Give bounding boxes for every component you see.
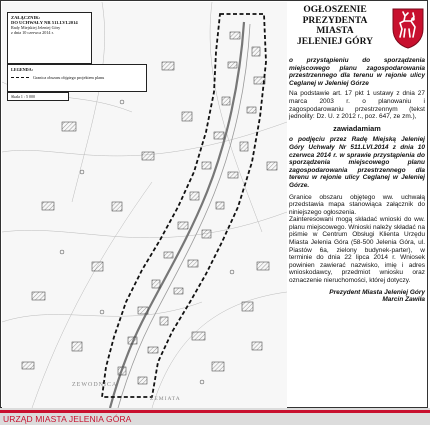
announcement-header: [289, 5, 425, 57]
resolution-text: o podjęciu przez Radę Miejską Jeleniej Góry Uchwały Nr 511.LVI.2014 z dnia 10 czerwca 2014 r. w sprawie przystąpienia do sporządzenia miejscowego planu zagospodarowania przestrzennego dla terenu w rejonie ulicy Ceglanej w Jeleniej Górze.: [289, 136, 425, 189]
boundary-dash-icon: [11, 77, 29, 78]
announcement-text: [289, 5, 425, 405]
announcement-subject: o przystąpieniu do sporządzenia miejscowego planu zagospodarowania przestrzennego dla terenu w rejonie ulicy Ceglanej w Jeleniej Górze: [289, 57, 425, 87]
legal-basis: Na podstawie art. 17 pkt 1 ustawy z dnia 27 marca 2003 r. o planowaniu i zagospodarowaniu przestrzennym (tekst jednolity: Dz. U. z 2012 r., poz. 647, ze zm.),: [289, 90, 425, 121]
announcement-title: [289, 5, 381, 47]
map-scale: Skala 1 : 5 000: [7, 92, 69, 101]
title-line-2: PREZYDENTA: [302, 15, 368, 26]
attachment-resolution: DO UCHWAŁY NR 511.LVI.2014: [11, 20, 78, 25]
attachment-date: z dnia 10 czerwca 2014 r.: [11, 30, 54, 35]
plan-map: [2, 2, 287, 408]
footer-accent-line: [0, 410, 430, 413]
signature-title: Prezydent Miasta Jeleniej Góry: [329, 288, 425, 296]
boundary-text: Granice obszaru objętego ww. uchwałą przedstawia mapa stanowiąca załącznik do niniejszego ogłoszenia.: [289, 193, 425, 216]
map-label-1: ZEWODNICA: [72, 382, 118, 388]
map-label-2: ZEMIATA: [150, 396, 181, 402]
attachment-title: ZAŁĄCZNIK:: [11, 15, 41, 20]
title-line-1: OGŁOSZENIE: [303, 5, 367, 15]
title-line-3: MIASTA: [316, 26, 354, 37]
jelenia-gora-coat-of-arms-icon: [391, 7, 425, 49]
legend-entry: Granica obszaru objętego projektem planu: [33, 75, 105, 80]
attachment-council: Rady Miejskiej Jeleniej Góry: [11, 25, 61, 30]
attachment-box: [7, 12, 92, 64]
legend-title: LEGENDA:: [11, 67, 34, 72]
signature-name: Marcin Zawiła: [382, 296, 425, 304]
signature: [289, 289, 425, 304]
footer-bar: [0, 408, 430, 425]
legend-box: [7, 64, 147, 92]
title-line-4: JELENIEJ GÓRY: [297, 36, 373, 47]
applications-text: Zainteresowani mogą składać wnioski do ww. planu miejscowego. Wnioski należy składać na piśmie w Centrum Obsługi Klienta Urzędu Miasta Jelenia Góra (58-500 Jelenia Góra, ul. Piastów 6a, zielony budynek-parter), w terminie do dnia 22 lipca 2014 r. Wniosek powinien zawierać nazwisko, imię i adres wnioskodawcy, przedmiot wniosku oraz oznaczenie nieruchomości, której dotyczy.: [289, 216, 425, 285]
footer-text: URZĄD MIASTA JELENIA GÓRA: [3, 414, 132, 424]
notify-heading: zawiadamiam: [333, 123, 381, 133]
